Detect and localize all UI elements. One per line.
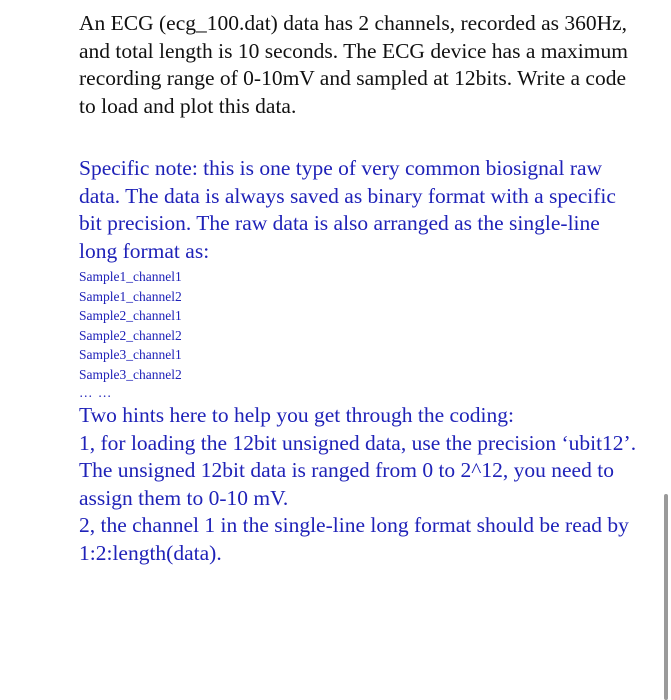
hint-1: 1, for loading the 12bit unsigned data, use the precision ‘ubit12’. The unsigned 12bit data is ranged from 0 to 2^12, you need to assign them to 0-10 mV. xyxy=(79,430,637,510)
list-item: Sample2_channel2 xyxy=(79,327,182,343)
list-item: Sample1_channel2 xyxy=(79,288,182,304)
question-paragraph: An ECG (ecg_100.dat) data has 2 channels, recorded as 360Hz, and total length is 10 seconds. The ECG device has a maximum recording range of 0-10mV and sampled at 12bits. Write a code to load and plot this data. xyxy=(79,11,628,118)
hint-2: 2, the channel 1 in the single-line long format should be read by 1:2:length(data). xyxy=(79,513,629,565)
list-item: Sample1_channel1 xyxy=(79,269,182,284)
list-ellipsis: … … xyxy=(79,385,113,400)
list-item: Sample2_channel1 xyxy=(79,308,182,323)
question-document xyxy=(79,10,639,567)
hints-title: Two hints here to help you get through the coding: xyxy=(79,403,514,427)
list-item: Sample3_channel1 xyxy=(79,347,182,362)
specific-note-paragraph: Specific note: this is one type of very common biosignal raw data. The data is always saved as binary format with a specific bit precision. The raw data is also arranged as the single-line long format as: xyxy=(79,156,616,263)
list-item: Sample3_channel2 xyxy=(79,366,182,382)
sample-format-list xyxy=(79,267,639,384)
vertical-scrollbar[interactable] xyxy=(664,494,668,700)
